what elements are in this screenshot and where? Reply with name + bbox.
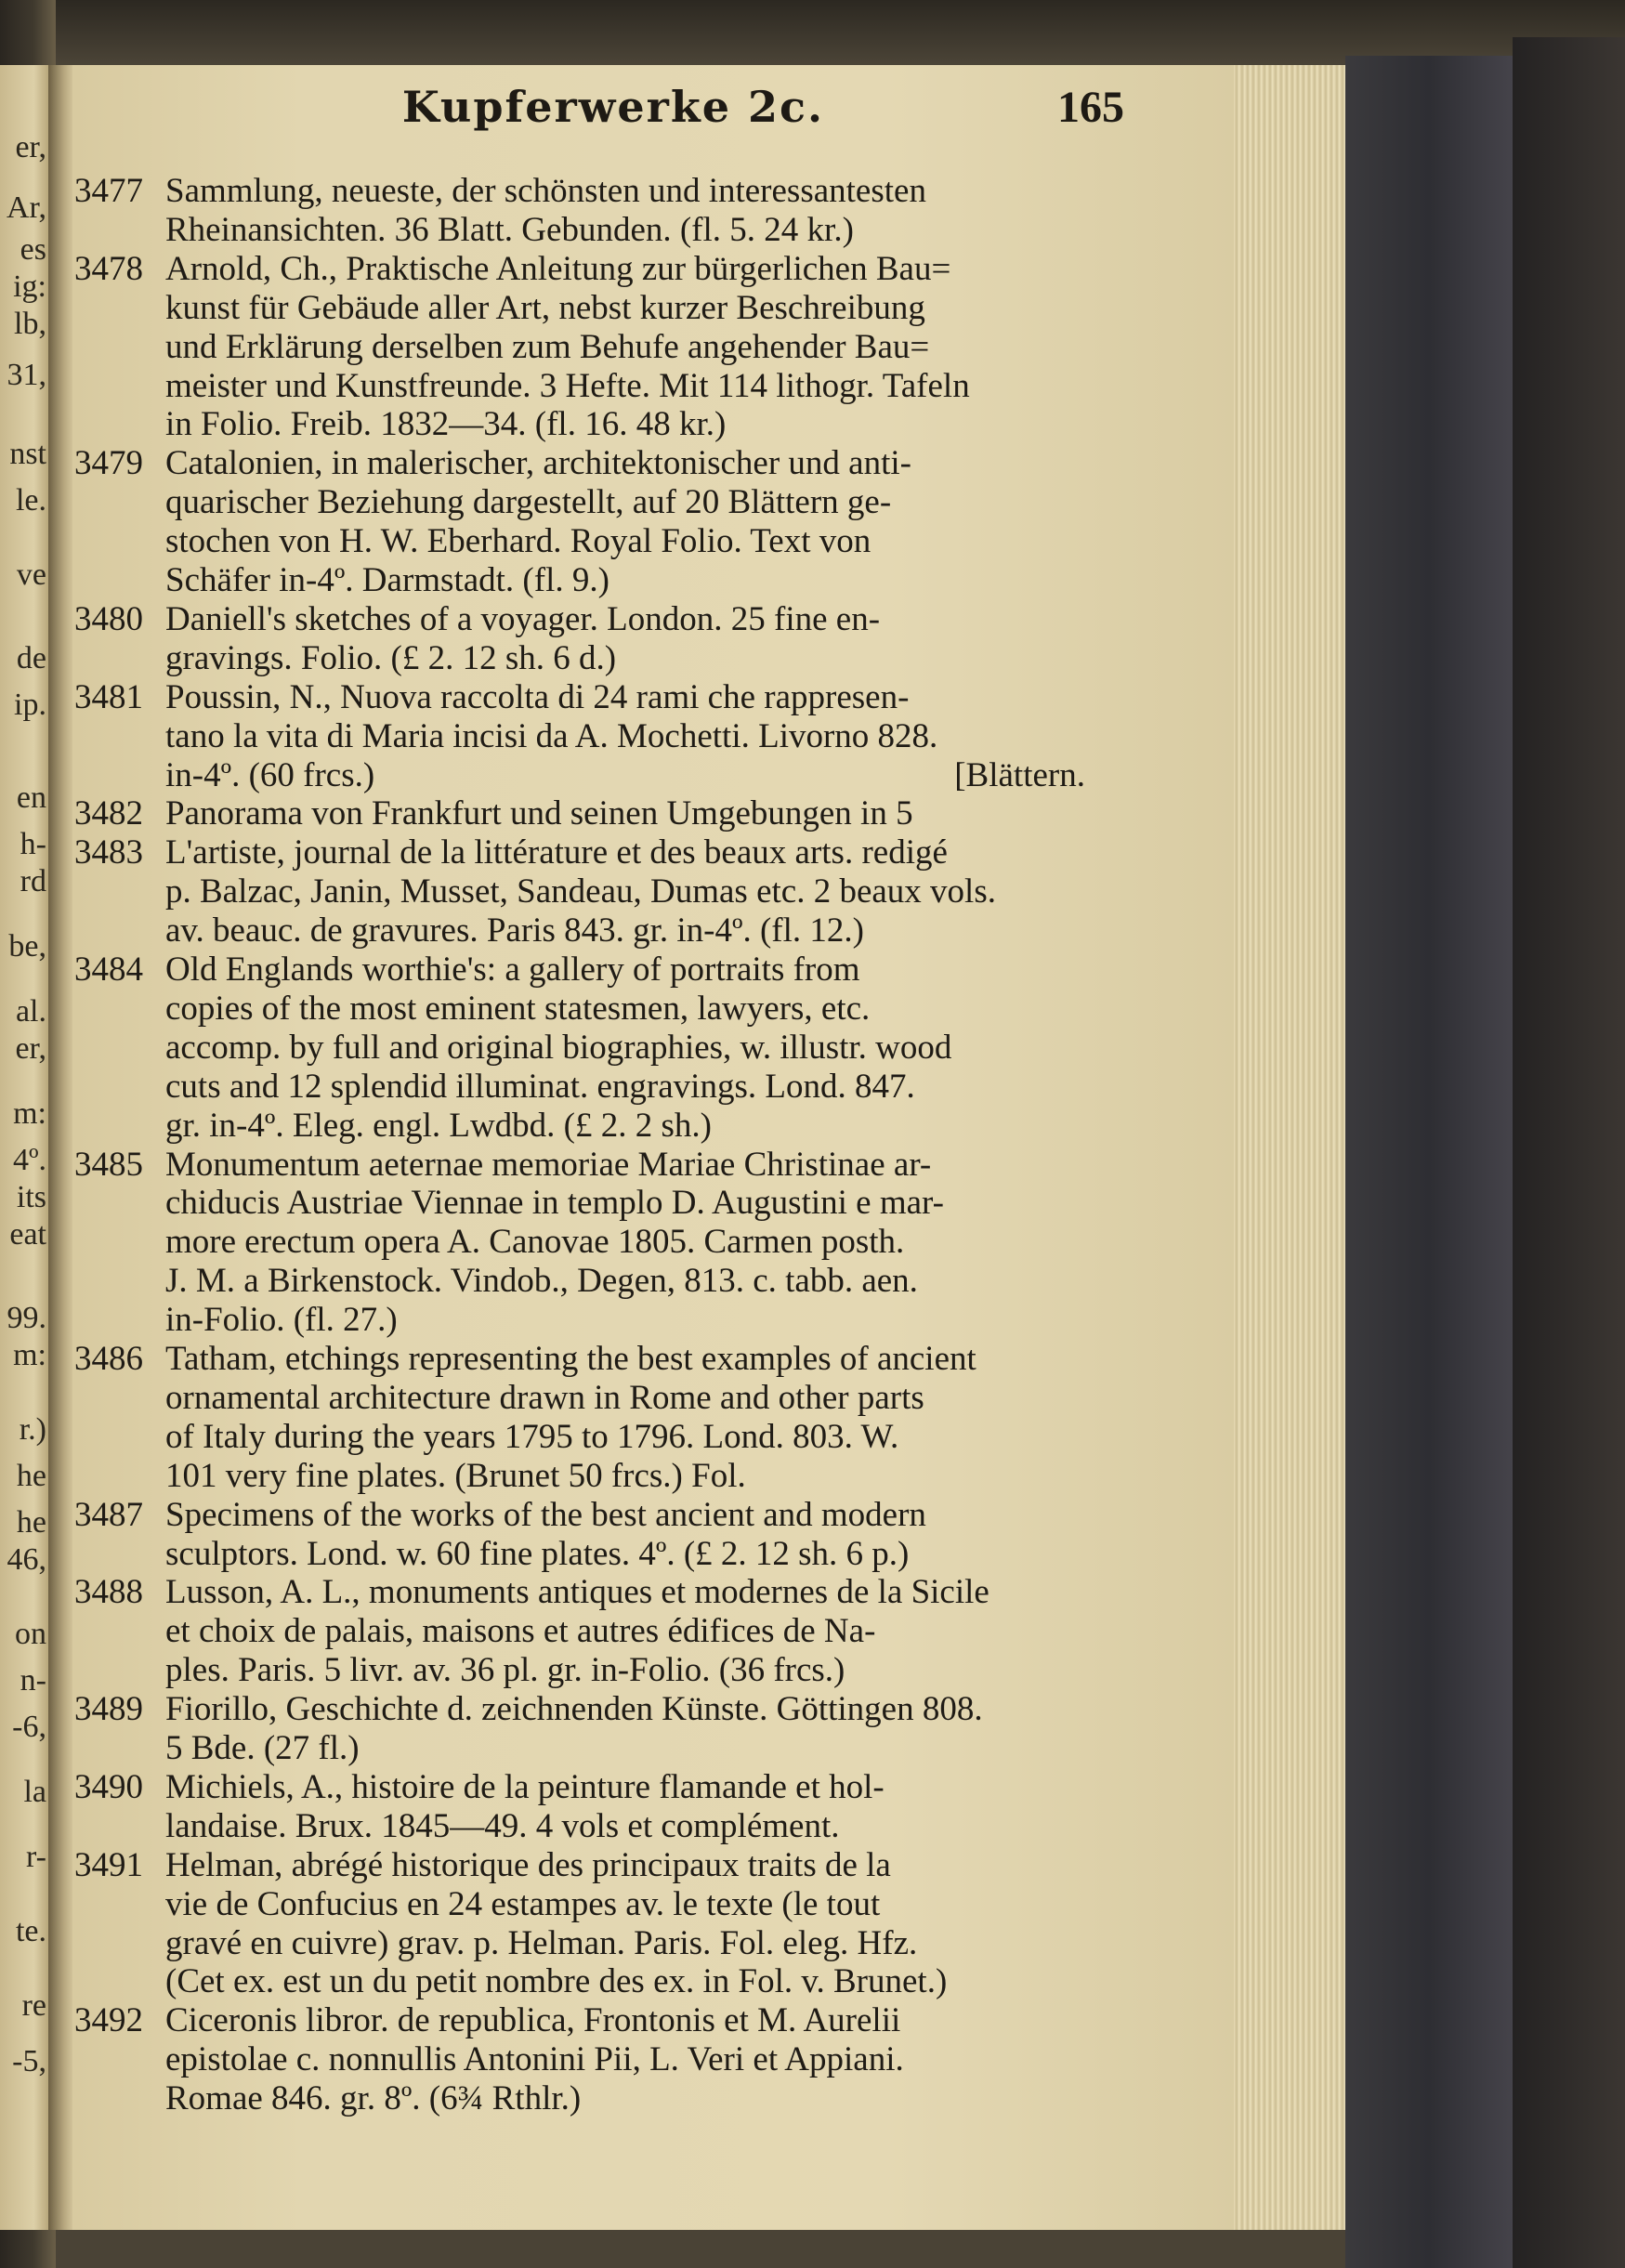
facing-page-text-fragment: al. xyxy=(15,994,46,1029)
entry-text-line: in-Folio. (fl. 27.) xyxy=(165,1301,398,1339)
entry-text-line: gravé en cuivre) grav. p. Helman. Paris. Fol. eleg. Hfz. xyxy=(165,1924,918,1962)
facing-page-edge xyxy=(0,65,48,2230)
facing-page-text-fragment: m: xyxy=(13,1338,46,1372)
book-cover-edge xyxy=(1513,37,1625,2268)
facing-page-text-fragment: er, xyxy=(15,130,46,164)
running-header-title: Kupferwerke 2c. xyxy=(401,82,825,132)
facing-page-text-fragment: he xyxy=(16,1459,46,1493)
facing-page-text-fragment: on xyxy=(15,1617,46,1651)
entry-text-line: und Erklärung derselben zum Behufe angehender Bau= xyxy=(165,328,930,366)
entry-text-line: accomp. by full and original biographies, w. illustr. wood xyxy=(165,1029,952,1067)
entry-number: 3489 xyxy=(74,1690,143,1728)
facing-page-text-fragment: 46, xyxy=(7,1542,46,1577)
entry-text-line: (Cet ex. est un du petit nombre des ex. in Fol. v. Brunet.) xyxy=(165,1962,948,2000)
facing-page-text-fragment: its xyxy=(16,1180,46,1214)
facing-page-text-fragment: rd xyxy=(20,864,46,898)
entry-number: 3491 xyxy=(74,1846,143,1884)
entry-text-line: av. beauc. de gravures. Paris 843. gr. in-4º. (fl. 12.) xyxy=(165,911,864,950)
entry-text-line: Schäfer in-4º. Darmstadt. (fl. 9.) xyxy=(165,561,609,599)
entry-text-line: chiducis Austriae Viennae in templo D. Augustini e mar- xyxy=(165,1184,944,1222)
entry-text-line: cuts and 12 splendid illuminat. engravings. Lond. 847. xyxy=(165,1068,915,1106)
entry-text-line: Lusson, A. L., monuments antiques et modernes de la Sicile xyxy=(165,1573,989,1611)
facing-page-text-fragment: de xyxy=(16,641,46,675)
entry-number: 3485 xyxy=(74,1146,143,1184)
entry-text-line: kunst für Gebäude aller Art, nebst kurzer Beschreibung xyxy=(165,289,925,327)
entry-text-line: et choix de palais, maisons et autres édifices de Na- xyxy=(165,1612,876,1650)
entry-text-line: more erectum opera A. Canovae 1805. Carmen posth. xyxy=(165,1223,905,1261)
facing-page-text-fragment: re xyxy=(21,1988,46,2023)
facing-page-text-fragment: ve xyxy=(16,557,46,592)
book-cover xyxy=(1345,56,1513,2268)
entry-text-line: Panorama von Frankfurt und seinen Umgebungen in 5 xyxy=(165,794,913,832)
facing-page-text-fragment: 99. xyxy=(7,1301,46,1335)
entry-text-line: Catalonien, in malerischer, architektonischer und anti- xyxy=(165,444,911,482)
entry-text-line: copies of the most eminent statesmen, lawyers, etc. xyxy=(165,990,871,1028)
facing-page-text-fragment: h- xyxy=(20,827,46,861)
entry-text-line: ples. Paris. 5 livr. av. 36 pl. gr. in-Folio. (36 frcs.) xyxy=(165,1651,845,1689)
entry-number: 3492 xyxy=(74,2001,143,2039)
entry-text-line: epistolae c. nonnullis Antonini Pii, L. Veri et Appiani. xyxy=(165,2040,904,2078)
entry-text-line: sculptors. Lond. w. 60 fine plates. 4º. (£ 2. 12 sh. 6 p.) xyxy=(165,1535,910,1573)
facing-page-text-fragment: -6, xyxy=(12,1710,46,1744)
entry-number: 3483 xyxy=(74,833,143,872)
entry-text-line: p. Balzac, Janin, Musset, Sandeau, Dumas etc. 2 beaux vols. xyxy=(165,872,996,911)
facing-page-text-fragment: nst xyxy=(9,437,46,471)
entry-number: 3487 xyxy=(74,1496,143,1534)
facing-page-text-fragment: -5, xyxy=(12,2044,46,2078)
entry-text-line: Daniell's sketches of a voyager. London. 25 fine en- xyxy=(165,600,881,638)
facing-page-text-fragment: he xyxy=(16,1505,46,1540)
entry-number: 3488 xyxy=(74,1573,143,1611)
entry-number: 3490 xyxy=(74,1768,143,1806)
facing-page-text-fragment: 4º. xyxy=(12,1143,46,1177)
entry-text-line: Poussin, N., Nuova raccolta di 24 rami che rappresen- xyxy=(165,678,910,716)
page-number: 165 xyxy=(1057,83,1124,132)
facing-page-text-fragment: Ar, xyxy=(6,190,46,225)
entry-text-line: in-4º. (60 frcs.) xyxy=(165,756,375,794)
facing-page-text-fragment: 31, xyxy=(7,358,46,392)
entry-text-line: Sammlung, neueste, der schönsten und interessantesten xyxy=(165,172,926,210)
entry-text-line: gr. in-4º. Eleg. engl. Lwdbd. (£ 2. 2 sh.) xyxy=(165,1107,712,1145)
entry-number: 3479 xyxy=(74,444,143,482)
entry-number: 3480 xyxy=(74,600,143,638)
entry-number: 3478 xyxy=(74,250,143,288)
facing-page-text-fragment: r- xyxy=(26,1840,46,1874)
facing-page-text-fragment: te. xyxy=(15,1914,46,1948)
entry-text-line: quarischer Beziehung dargestellt, auf 20 Blättern ge- xyxy=(165,483,892,521)
facing-page-text-fragment: es xyxy=(20,232,46,267)
entry-text-line: Arnold, Ch., Praktische Anleitung zur bürgerlichen Bau= xyxy=(165,250,951,288)
entry-text-line: Old Englands worthie's: a gallery of portraits from xyxy=(165,950,860,989)
entry-text-line: Monumentum aeternae memoriae Mariae Christinae ar- xyxy=(165,1146,932,1184)
book-gutter xyxy=(48,65,74,2230)
entry-text-line: of Italy during the years 1795 to 1796. Lond. 803. W. xyxy=(165,1418,899,1456)
facing-page-text-fragment: lb, xyxy=(14,307,46,341)
entry-text-line: Tatham, etchings representing the best examples of ancient xyxy=(165,1340,976,1378)
facing-page-text-fragment: er, xyxy=(15,1031,46,1066)
entry-text-line: in Folio. Freib. 1832—34. (fl. 16. 48 kr.) xyxy=(165,405,727,443)
facing-page-text-fragment: en xyxy=(16,780,46,815)
entry-text-line: Michiels, A., histoire de la peinture flamande et hol- xyxy=(165,1768,885,1806)
entry-text-line: Rheinansichten. 36 Blatt. Gebunden. (fl. 5. 24 kr.) xyxy=(165,211,854,249)
entry-number: 3486 xyxy=(74,1340,143,1378)
entry-text-line: L'artiste, journal de la littérature et des beaux arts. redigé xyxy=(165,833,948,872)
entry-text-line: stochen von H. W. Eberhard. Royal Folio. Text von xyxy=(165,522,871,560)
entry-text-line: Specimens of the works of the best ancient and modern xyxy=(165,1496,926,1534)
entry-text-line: Romae 846. gr. 8º. (6¾ Rthlr.) xyxy=(165,2079,582,2117)
facing-page-text-fragment: r.) xyxy=(19,1412,46,1447)
entry-text-line: J. M. a Birkenstock. Vindob., Degen, 813. c. tabb. aen. xyxy=(165,1262,918,1300)
entry-text-line: Fiorillo, Geschichte d. zeichnenden Künste. Göttingen 808. xyxy=(165,1690,983,1728)
facing-page-text-fragment: n- xyxy=(20,1663,46,1698)
entry-text-line: tano la vita di Maria incisi da A. Mochetti. Livorno 828. xyxy=(165,717,938,755)
facing-page-text-fragment: la xyxy=(23,1775,46,1809)
entry-text-line: gravings. Folio. (£ 2. 12 sh. 6 d.) xyxy=(165,639,617,677)
entry-text-line: Ciceronis libror. de republica, Frontonis et M. Aurelii xyxy=(165,2001,901,2039)
entry-text-line: landaise. Brux. 1845—49. 4 vols et complément. xyxy=(165,1807,840,1845)
entry-text-line: 101 very fine plates. (Brunet 50 frcs.) Fol. xyxy=(165,1457,746,1495)
entry-text-line: meister und Kunstfreunde. 3 Hefte. Mit 114 lithogr. Tafeln xyxy=(165,367,970,405)
entry-number: 3484 xyxy=(74,950,143,989)
facing-page-text-fragment: le. xyxy=(15,483,46,518)
facing-page-text-fragment: be, xyxy=(8,929,46,964)
facing-page-text-fragment: m: xyxy=(13,1096,46,1131)
entry-number: 3477 xyxy=(74,172,143,210)
entry-text-line: Helman, abrégé historique des principaux traits de la xyxy=(165,1846,891,1884)
entry-text-line: ornamental architecture drawn in Rome and other parts xyxy=(165,1379,924,1417)
entry-text-line: vie de Confucius en 24 estampes av. le texte (le tout xyxy=(165,1885,881,1923)
facing-page-text-fragment: eat xyxy=(9,1217,46,1252)
facing-page-text-fragment: ip. xyxy=(14,688,46,722)
entry-number: 3482 xyxy=(74,794,143,832)
entry-text-line: [Blättern. xyxy=(954,756,1085,794)
facing-page-text-fragment: ig: xyxy=(13,269,46,304)
page-block-edge xyxy=(1234,65,1345,2230)
entry-text-line: 5 Bde. (27 fl.) xyxy=(165,1729,360,1767)
entry-number: 3481 xyxy=(74,678,143,716)
